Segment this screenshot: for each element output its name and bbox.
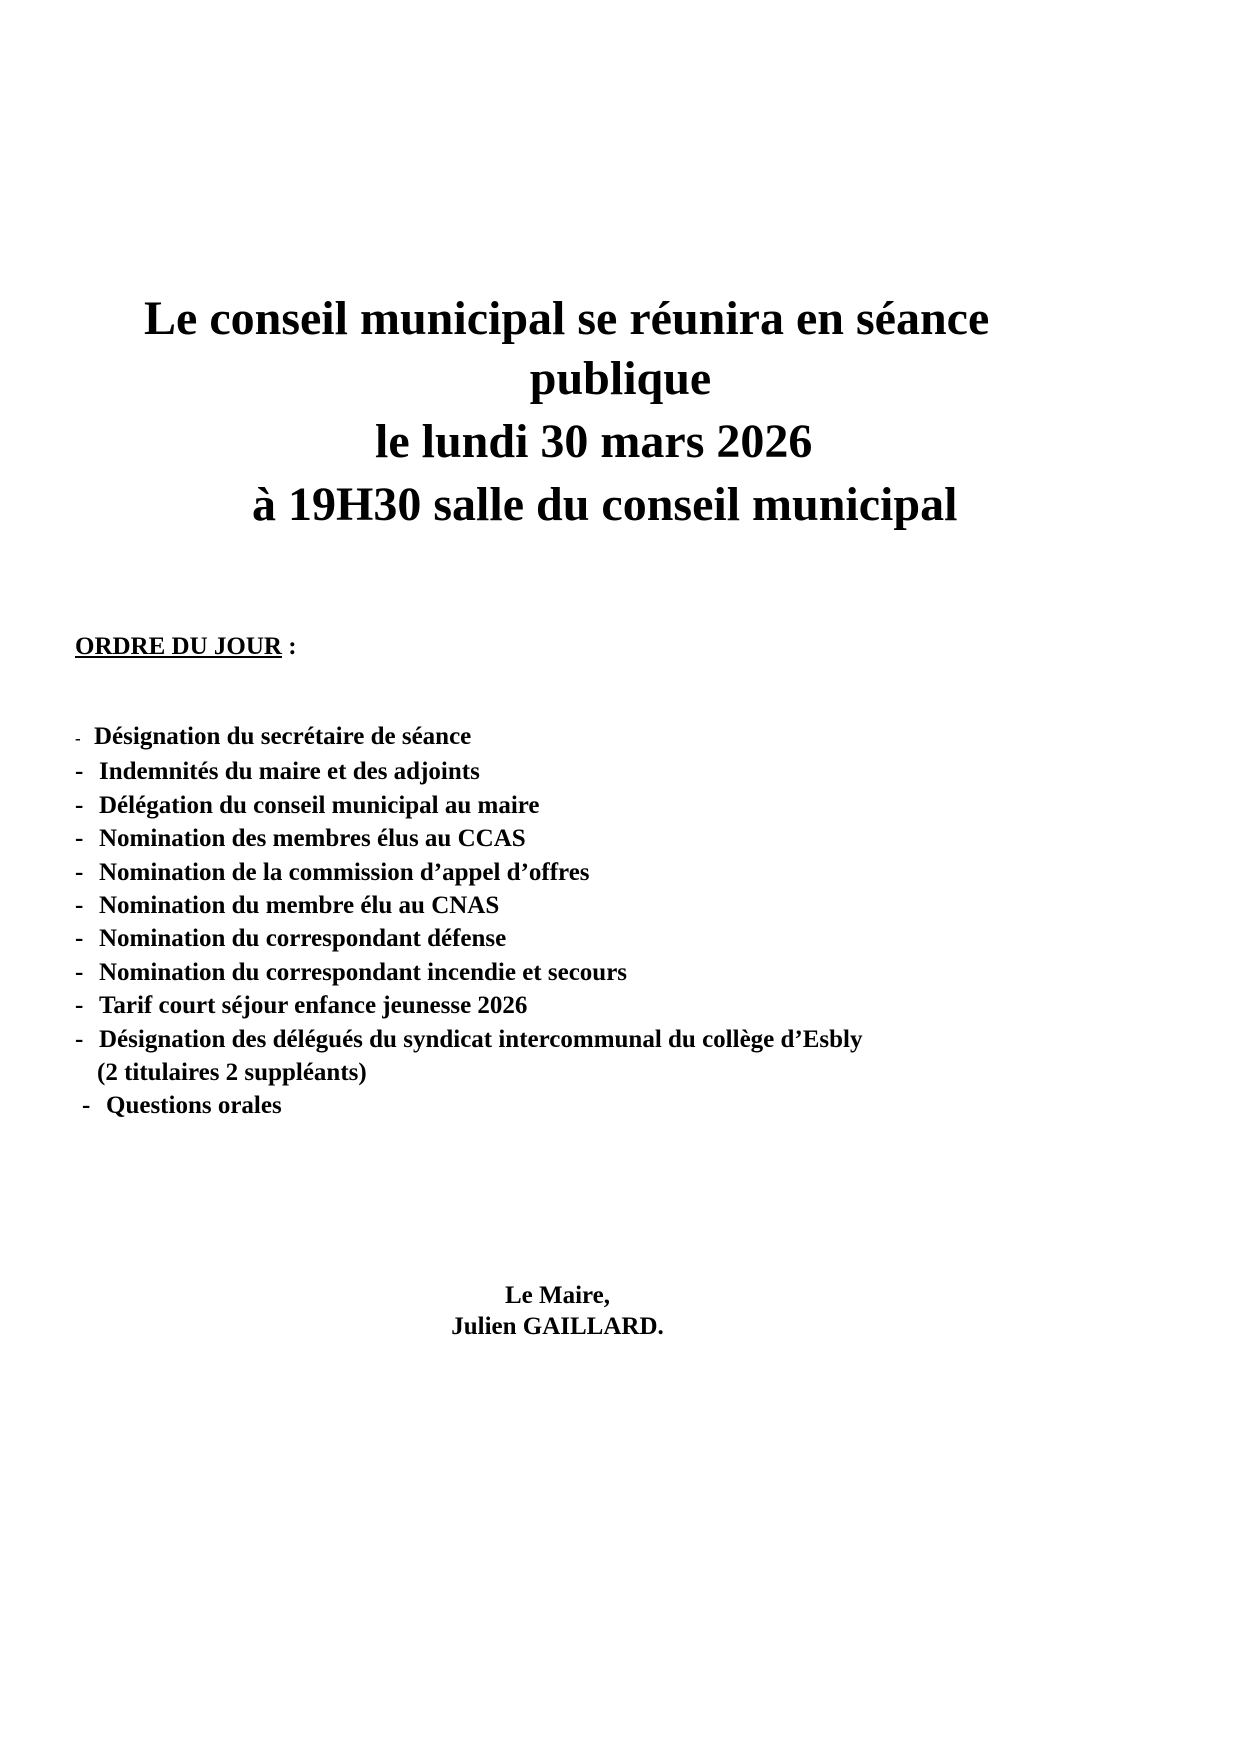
agenda-item-text: Indemnités du maire et des adjoints — [99, 758, 480, 786]
agenda-dash: - — [75, 825, 84, 853]
agenda-heading-label: ORDRE DU JOUR — [75, 633, 282, 660]
title-line-2: publique — [529, 352, 712, 405]
agenda-item-text: Nomination du membre élu au CNAS — [99, 892, 500, 920]
agenda-dash: - — [75, 992, 84, 1020]
agenda-item — [75, 1089, 863, 1122]
agenda-item-text: Délégation du conseil municipal au maire — [99, 791, 540, 819]
agenda-item — [75, 856, 863, 889]
agenda-item-continuation — [75, 1056, 863, 1089]
agenda-dash: - — [75, 958, 84, 986]
agenda-dash: - — [75, 1025, 84, 1053]
title-line-3-date: le lundi 30 mars 2026 — [375, 415, 813, 468]
title-line-1: Le conseil municipal se réunira en séance — [144, 292, 990, 345]
agenda-item-text: (2 titulaires 2 suppléants) — [97, 1059, 367, 1087]
agenda-item — [75, 1023, 863, 1056]
agenda-item — [75, 789, 863, 822]
agenda-item — [75, 720, 863, 755]
agenda-item-text: Nomination de la commission d’appel d’offres — [99, 858, 590, 886]
agenda-item — [75, 989, 863, 1022]
agenda-dash: - — [75, 858, 84, 886]
agenda-dash: - — [75, 758, 84, 786]
agenda-item-text: Nomination du correspondant défense — [99, 925, 507, 953]
agenda-item-text: Questions orales — [106, 1092, 282, 1120]
agenda-dash: - — [75, 892, 84, 920]
agenda-item-text: Nomination des membres élus au CCAS — [99, 825, 526, 853]
agenda-item — [75, 922, 863, 955]
title-line-4-time-place: à 19H30 salle du conseil municipal — [252, 478, 958, 531]
agenda-item — [75, 822, 863, 855]
agenda-list — [75, 720, 863, 1123]
agenda-heading — [75, 632, 297, 662]
agenda-dash: - — [82, 1092, 91, 1120]
agenda-item-text: Tarif court séjour enfance jeunesse 2026 — [99, 992, 528, 1020]
agenda-item — [75, 956, 863, 989]
agenda-item-text: Désignation des délégués du syndicat intercommunal du collège d’Esbly — [99, 1025, 863, 1053]
signature-role: Le Maire, — [504, 1282, 611, 1309]
agenda-item — [75, 889, 863, 922]
agenda-item-text: Désignation du secrétaire de séance — [94, 723, 472, 750]
agenda-dash: - — [75, 791, 84, 819]
agenda-dash: - — [75, 925, 84, 953]
agenda-heading-colon: : — [281, 633, 297, 660]
signature-name: Julien GAILLARD. — [451, 1313, 664, 1340]
agenda-item — [75, 755, 863, 788]
agenda-item-text: Nomination du correspondant incendie et secours — [99, 958, 628, 986]
agenda-dash: - — [75, 729, 81, 748]
